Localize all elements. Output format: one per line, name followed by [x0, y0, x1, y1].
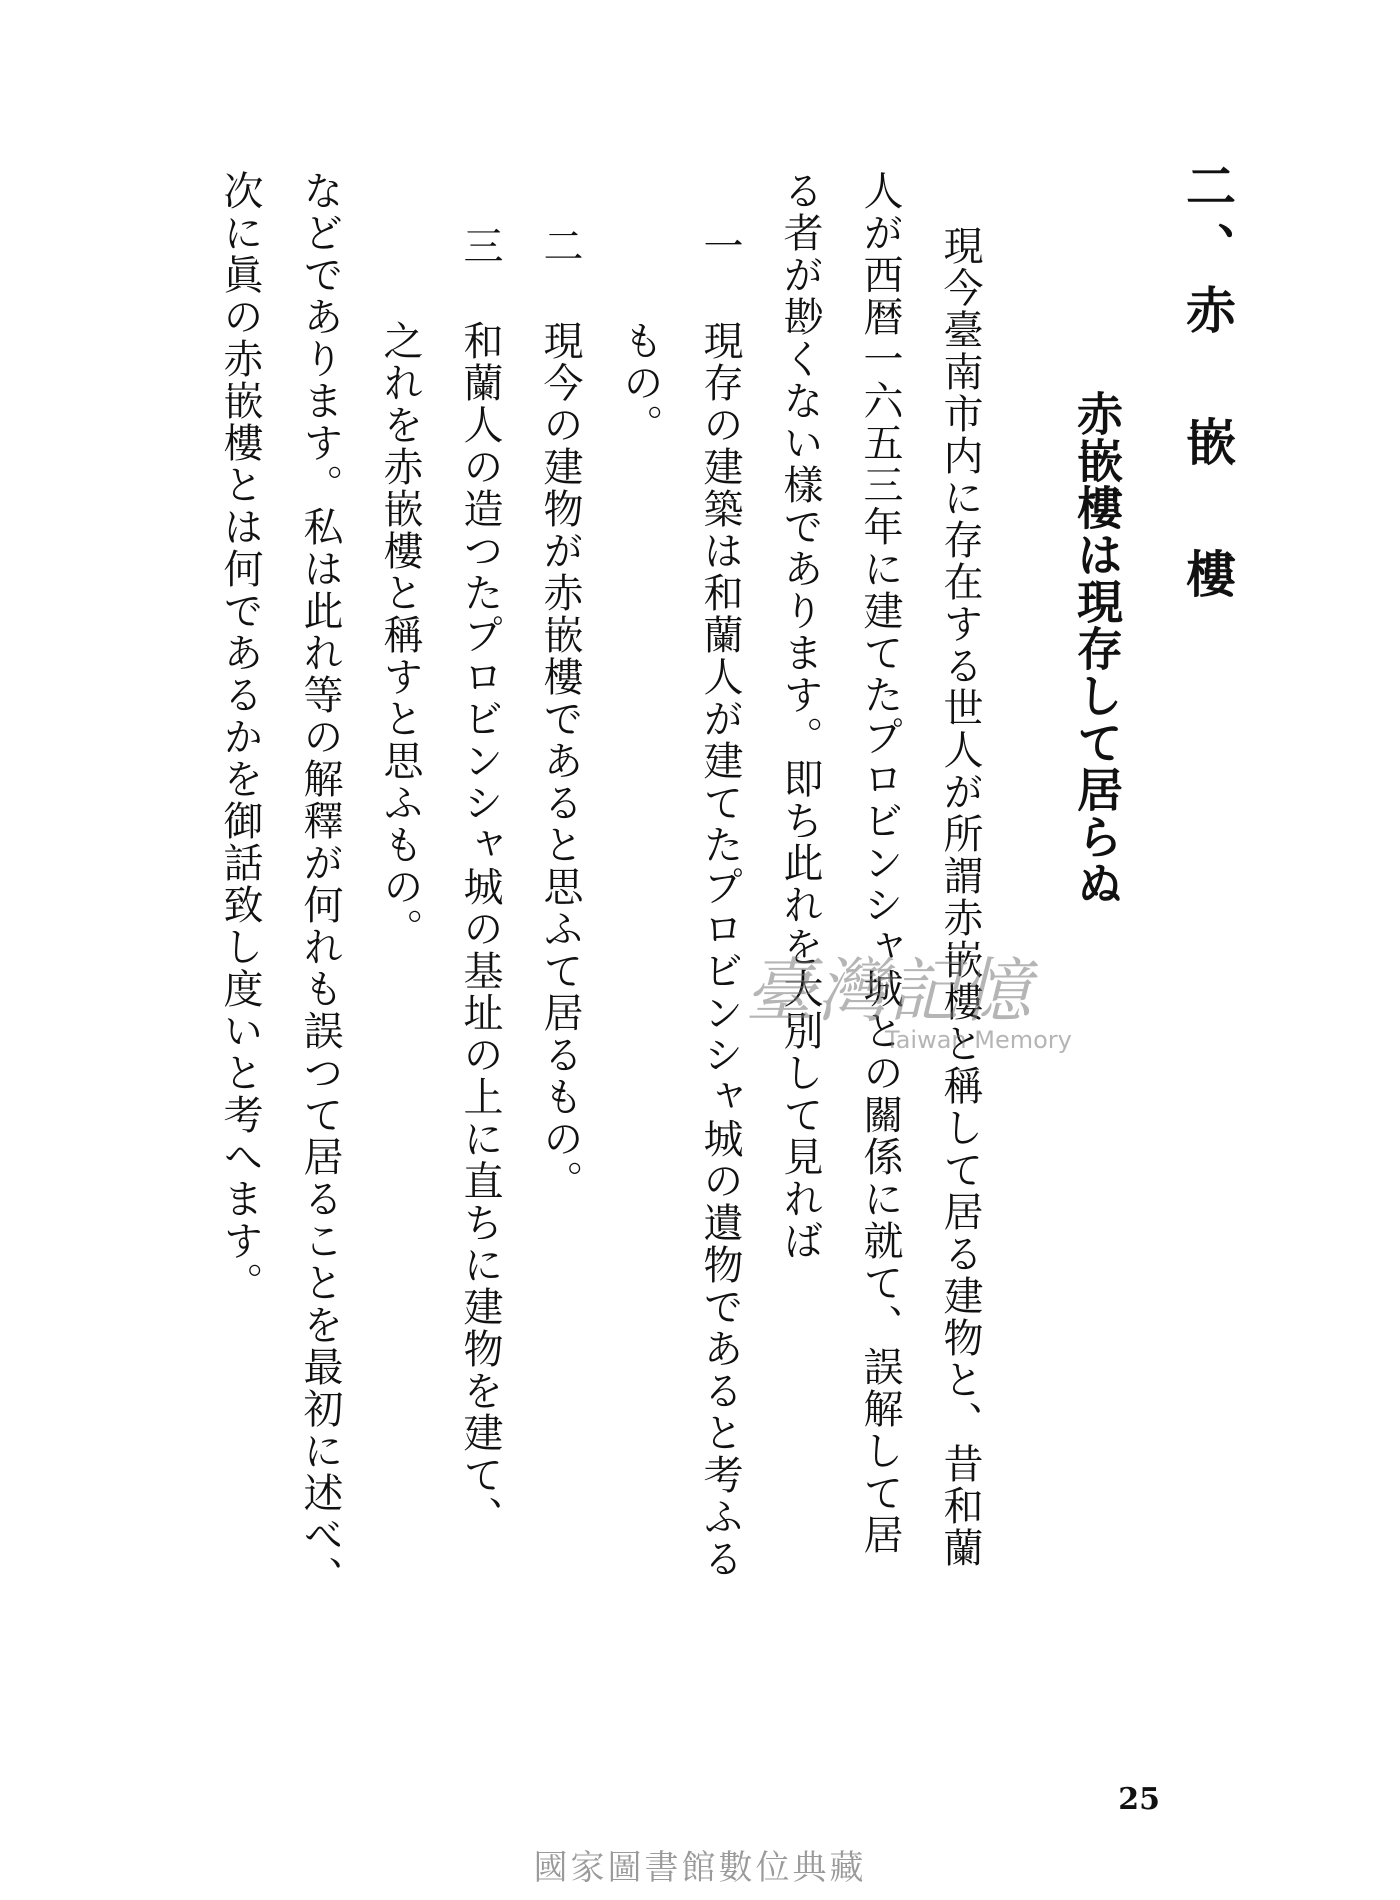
library-footer: 國家圖書館數位典藏	[533, 1848, 867, 1888]
item-1-number: 一	[697, 225, 743, 265]
page-number: 25	[1118, 1782, 1160, 1817]
item-3-number: 三	[457, 225, 503, 265]
paragraph1-line2: 人が西暦一六五三年に建てたプロビンシャ城との關係に就て、誤解して居	[857, 170, 903, 1556]
paragraph1-line3: る者が尠くない樣であります。即ち此れを大別して見れば	[777, 170, 823, 1262]
paragraph2-line2: 次に眞の赤嵌樓とは何であるかを御話致し度いと考へます。	[217, 170, 263, 1304]
paragraph1-line1: 現今臺南市内に存在する世人が所謂赤嵌樓と稱して居る建物と、昔和蘭	[937, 225, 983, 1569]
watermark-chinese: 臺灣記憶	[745, 950, 1033, 1032]
item-1-line1: 現存の建築は和蘭人が建てたプロビンシャ城の遺物であると考ふる	[697, 320, 743, 1580]
item-2-line1: 現今の建物が赤嵌樓であると思ふて居るもの。	[537, 320, 583, 1202]
item-3-line2: 之れを赤嵌樓と稱すと思ふもの。	[377, 320, 423, 950]
watermark-english: Taiwan Memory	[885, 1026, 1072, 1054]
item-2-number: 二	[537, 225, 583, 265]
section-heading: 二、赤 嵌 樓	[1178, 160, 1236, 610]
subheading: 赤嵌樓は現存して居らぬ	[1070, 390, 1124, 907]
paragraph2-line1: などであります。私は此れ等の解釋が何れも誤つて居ることを最初に述べ、	[297, 170, 343, 1598]
item-3-line1: 和蘭人の造つたプロビンシャ城の基址の上に直ちに建物を建て、	[457, 320, 503, 1538]
item-1-line2: もの。	[617, 320, 663, 446]
